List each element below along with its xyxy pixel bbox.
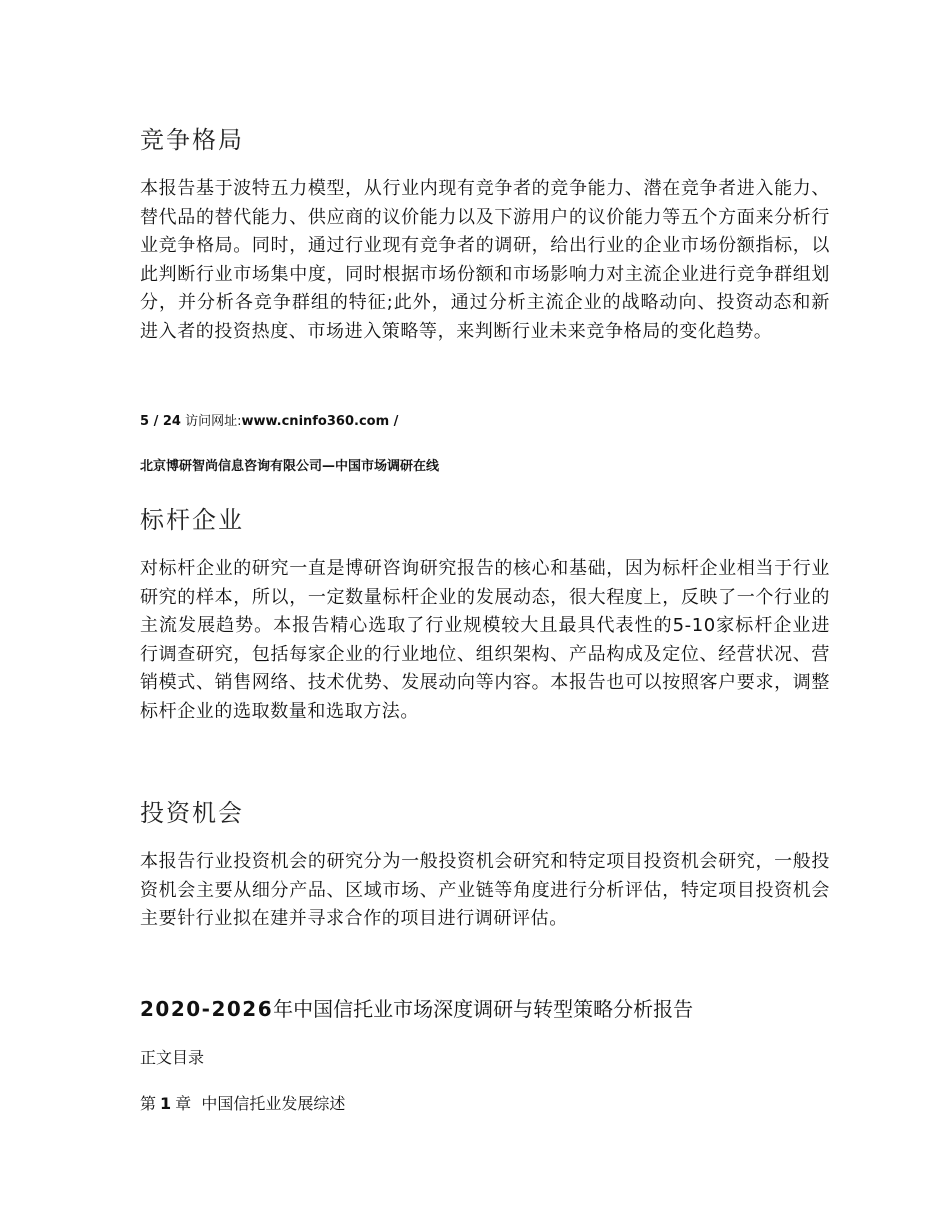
section-body-investment: 本报告行业投资机会的研究分为一般投资机会研究和特定项目投资机会研究，一般投资机会主要从细分产品、区域市场、产业链等角度进行分析评估，特定项目投资机会主要针行业拟在建并寻求合作的项目进行调研评估。 bbox=[140, 851, 830, 930]
page-separator: / bbox=[149, 414, 163, 429]
site-url[interactable]: www.cninfo360.com bbox=[241, 414, 390, 429]
toc-label: 正文目录 bbox=[140, 1048, 205, 1067]
chapter-title: 章 中国信托业发展综述 bbox=[175, 1094, 346, 1113]
chapter-number: 1 bbox=[160, 1094, 172, 1113]
page-total: 24 bbox=[162, 414, 181, 429]
url-suffix: / bbox=[389, 414, 399, 429]
chapter-prefix: 第 bbox=[140, 1094, 157, 1113]
page-number: 5 bbox=[140, 414, 150, 429]
section-heading-competition: 竞争格局 bbox=[140, 126, 244, 154]
company-line: 北京博研智尚信息咨询有限公司—中国市场调研在线 bbox=[140, 459, 440, 474]
report-title-text: 年中国信托业市场深度调研与转型策略分析报告 bbox=[273, 997, 694, 1021]
toc-chapter-1[interactable] bbox=[140, 1091, 830, 1114]
visit-label: 访问网址: bbox=[180, 414, 242, 429]
section-body-competition: 本报告基于波特五力模型，从行业内现有竞争者的竞争能力、潜在竞争者进入能力、替代品的替代能力、供应商的议价能力以及下游用户的议价能力等五个方面来分析行业竞争格局。同时，通过行业现有竞争者的调研，给出行业的企业市场份额指标，以此判断行业市场集中度，同时根据市场份额和市场影响力对主流企业进行竞争群组划分，并分析各竞争群组的特征;此外，通过分析主流企业的战略动向、投资动态和新进入者的投资热度、市场进入策略等，来判断行业未来竞争格局的变化趋势。 bbox=[140, 178, 830, 342]
report-title bbox=[140, 993, 830, 1022]
section-heading-investment: 投资机会 bbox=[140, 799, 244, 827]
report-year-range: 2020-2026 bbox=[140, 997, 274, 1021]
page-footer bbox=[140, 410, 830, 429]
section-body-benchmark: 对标杆企业的研究一直是博研咨询研究报告的核心和基础，因为标杆企业相当于行业研究的样本，所以，一定数量标杆企业的发展动态，很大程度上，反映了一个行业的主流发展趋势。本报告精心选取了行业规模较大且最具代表性的5-10家标杆企业进行调查研究，包括每家企业的行业地位、组织架构、产品构成及定位、经营状况、营销模式、销售网络、技术优势、发展动向等内容。本报告也可以按照客户要求，调整标杆企业的选取数量和选取方法。 bbox=[140, 558, 830, 722]
section-heading-benchmark: 标杆企业 bbox=[140, 506, 244, 534]
